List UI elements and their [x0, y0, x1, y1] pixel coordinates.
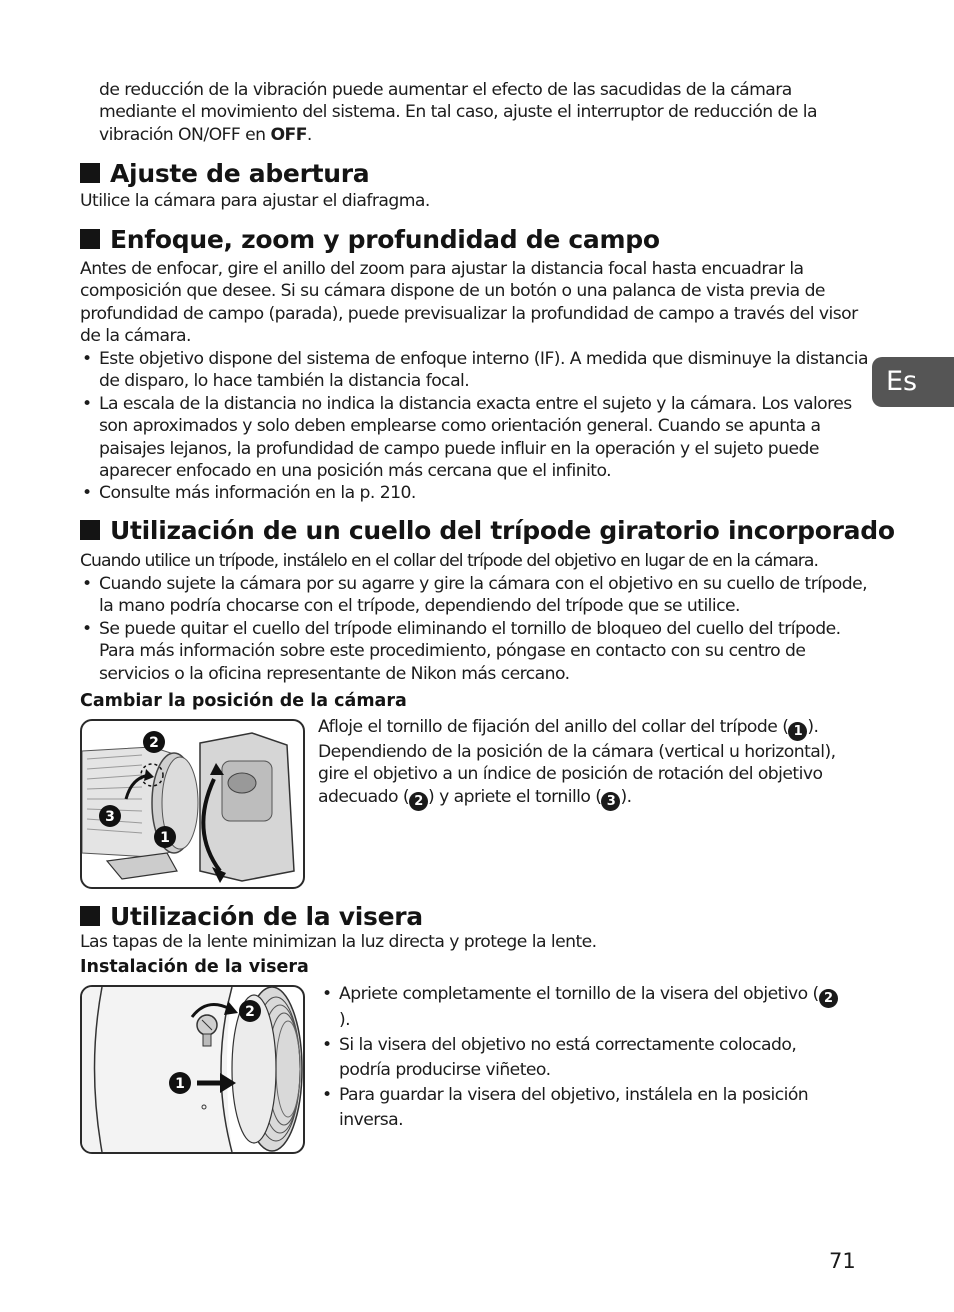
- svg-text:1: 1: [175, 1076, 185, 1092]
- heading-hood: Utilización de la visera: [80, 902, 423, 932]
- lens-hood-illustration: [80, 985, 305, 1154]
- list-item: • Apriete completamente el tornillo de la visera del objetivo ( 2).: [320, 982, 840, 1033]
- svg-text:2: 2: [245, 1004, 255, 1020]
- square-bullet-icon: [80, 163, 100, 183]
- focus-body: Antes de enfocar, gire el anillo del zoom para ajustar la distancia focal hasta encuadrar la composición que desee. Si su cámara dispone de un botón o una palanca de vista previa de profundidad de campo (parada), puede previsualizar la profundidad de campo a través del visor de la cámara.: [80, 259, 858, 347]
- tripod-body: Cuando utilice un trípode, instálelo en el collar del trípode del objetivo en lugar de en la cámara.: [80, 551, 819, 571]
- marker-2-icon: [143, 731, 165, 753]
- subheading-hood-install: Instalación de la visera: [80, 957, 309, 977]
- marker-1-icon: [169, 1072, 191, 1094]
- marker-2-icon: 2: [409, 792, 428, 811]
- subheading-camera-position: Cambiar la posición de la cámara: [80, 691, 407, 711]
- svg-text:3: 3: [105, 809, 115, 825]
- aperture-body: Utilice la cámara para ajustar el diafragma.: [80, 191, 430, 211]
- marker-1-icon: 1: [788, 722, 807, 741]
- square-bullet-icon: [80, 520, 100, 540]
- svg-text:2: 2: [149, 735, 159, 751]
- focus-bullet-list: [80, 348, 870, 505]
- list-item: • Para guardar la visera del objetivo, instálela en la posición inversa.: [322, 1085, 809, 1130]
- tripod-bullet-list: [80, 573, 870, 685]
- square-bullet-icon: [80, 229, 100, 249]
- hood-body: Las tapas de la lente minimizan la luz directa y protege la lente.: [80, 932, 597, 952]
- camera-position-text: Afloje el tornillo de fijación del anillo del collar del trípode ( 1 ). Dependiendo de la posición de la cámara (vertical u horizontal), gire el objetivo a un índice de posición de rotación del objetivo adecuado ( 2 ) y apriete el tornillo ( 3 ).: [318, 717, 836, 809]
- list-item: • Cuando sujete la cámara por su agarre y gire la cámara con el objetivo en su cuello de trípode, la mano podría chocarse con el trípode, dependiendo del trípode que se utilice.: [82, 574, 868, 617]
- tripod-collar-illustration: [80, 719, 305, 889]
- heading-aperture: Ajuste de abertura: [80, 159, 369, 189]
- page-number: 71: [829, 1249, 856, 1273]
- off-label: OFF: [270, 124, 307, 145]
- hood-bullet-list: [320, 982, 840, 1133]
- list-item: • Consulte más información en la p. 210.: [82, 483, 416, 504]
- list-item: • La escala de la distancia no indica la distancia exacta entre el sujeto y la cámara. Los valores son aproximados y solo deben emplearse como orientación general. Cuando se apunta a paisajes lejanos, la profundidad de campo puede influir en la operación y el sujeto puede aparecer enfocado en una posición más cercana que el infinito.: [82, 393, 852, 482]
- heading-focus: Enfoque, zoom y profundidad de campo: [80, 225, 660, 255]
- marker-3-icon: 3: [601, 792, 620, 811]
- svg-text:1: 1: [160, 830, 170, 846]
- marker-3-icon: [99, 805, 121, 827]
- list-item: • Este objetivo dispone del sistema de enfoque interno (IF). A medida que disminuye la distancia de disparo, lo hace también la distancia focal.: [82, 349, 868, 392]
- heading-tripod: Utilización de un cuello del trípode giratorio incorporado: [80, 516, 895, 546]
- marker-2-icon: [239, 1000, 261, 1022]
- language-tab: Es: [872, 357, 954, 407]
- marker-1-icon: [154, 826, 176, 848]
- square-bullet-icon: [80, 906, 100, 926]
- intro-paragraph: de reducción de la vibración puede aumentar el efecto de las sacudidas de la cámara mediante el movimiento del sistema. En tal caso, ajuste el interruptor de reducción de la vibración ON/OFF en OFF.: [99, 80, 817, 145]
- list-item: • Se puede quitar el cuello del trípode eliminando el tornillo de bloqueo del cuello del trípode. Para más información sobre este procedimiento, póngase en contacto con su centro de servicios o la oficina representante de Nikon más cercano.: [82, 618, 841, 684]
- marker-2-icon: 2: [819, 989, 838, 1008]
- list-item: • Si la visera del objetivo no está correctamente colocado, podría producirse viñeteo.: [322, 1035, 797, 1080]
